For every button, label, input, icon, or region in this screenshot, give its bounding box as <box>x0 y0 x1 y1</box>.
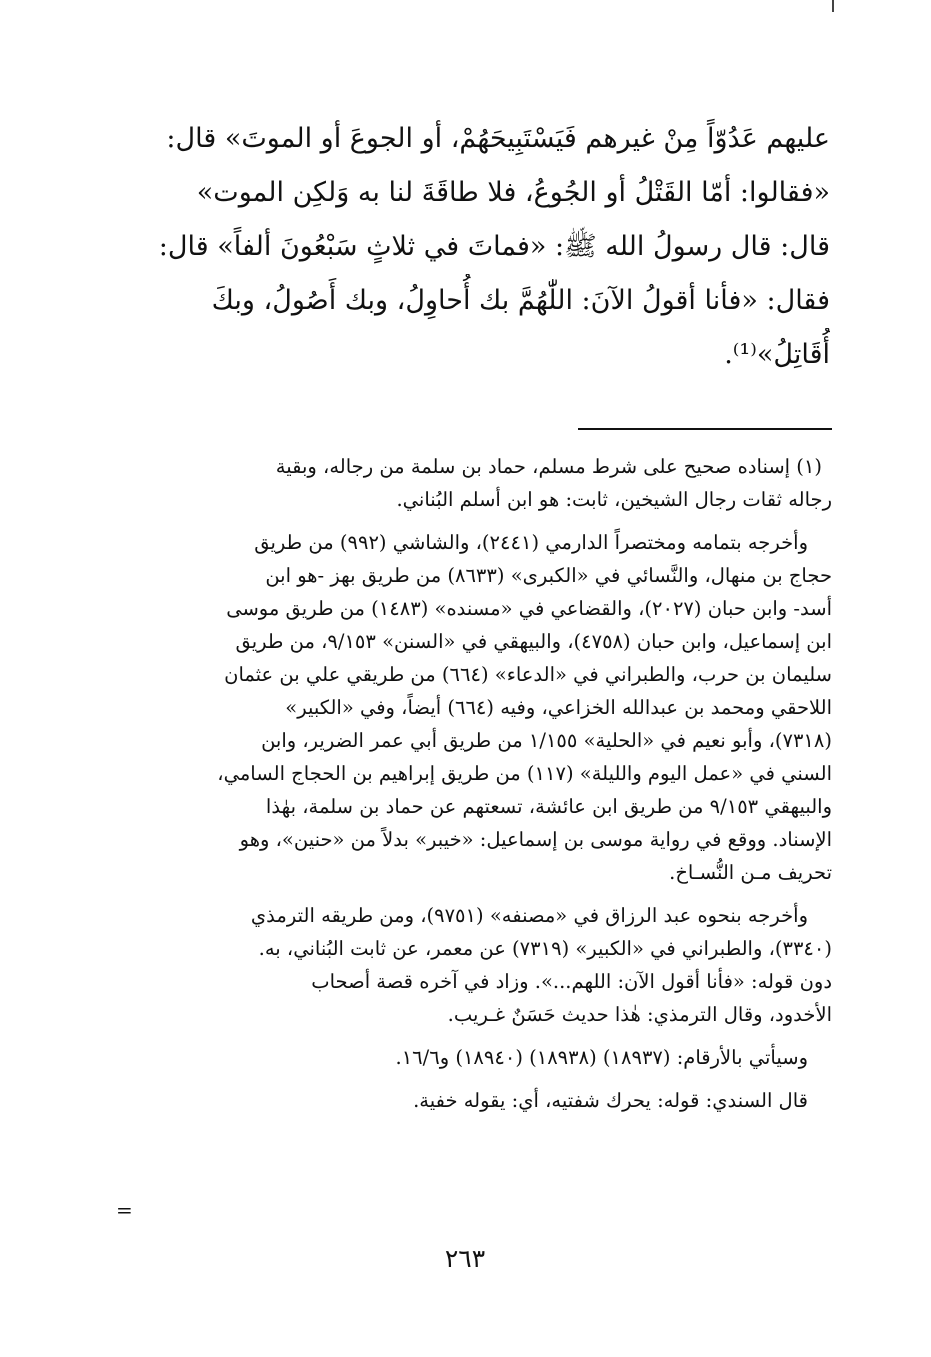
footnote-line: قال السندي: قوله: يحرك شفتيه، أي: يقوله خفية. <box>413 1089 808 1112</box>
footnote-line: (١) إسناده صحيح على شرط مسلم، حماد بن سلمة من رجاله، وبقية <box>275 455 822 478</box>
footnote-line: سليمان بن حرب، والطبراني في «الدعاء» (٦٦٤) من طريقي علي بن عثمان <box>224 663 832 686</box>
footnote-paragraph <box>118 1084 832 1117</box>
main-text-line: عليهم عَدُوّاً مِنْ غيرهم فَيَسْتَبِيحَهُمْ، أو الجوعَ أو الموتَ» قال: <box>166 123 830 154</box>
continuation-mark: = <box>116 1198 133 1222</box>
main-text-line: أُقَاتِلُ»⁽¹⁾. <box>724 339 830 370</box>
main-text-block <box>130 112 830 382</box>
footnote-line: تحريف مـن النُّسـاخ. <box>669 861 832 884</box>
footnote-paragraph <box>118 526 832 889</box>
footnote-line: وأخرجه بنحوه عبد الرزاق في «مصنفه» (٩٧٥١)، ومن طريقه الترمذي <box>250 904 808 927</box>
footnote-line: حجاج بن منهال، والنَّسائي في «الكبرى» (٨٦٣٣) من طريق بهز -هو ابن <box>265 564 832 587</box>
main-text-line: فقال: «فأنا أقولُ الآنَ: اللّٰهُمَّ بك أُحاوِلُ، وبك أَصُولُ، وبكَ <box>211 285 830 316</box>
footnote-line: الإسناد. ووقع في رواية موسى بن إسماعيل: «خيبر» بدلاً من «حنين»، وهو <box>239 828 832 851</box>
footnote-paragraph <box>118 899 832 1031</box>
footnotes-block <box>118 450 832 1127</box>
footnote-paragraph <box>118 450 832 516</box>
page-number: ٢٦٣ <box>444 1244 486 1273</box>
main-text-line: قال: قال رسولُ الله ﷺ: «فماتَ في ثلاثٍ سَبْعُونَ ألفاً» قال: <box>158 231 830 262</box>
footnote-line: دون قوله: «فأنا أقول الآن: اللهم...». وزاد في آخره قصة أصحاب <box>311 970 832 993</box>
footnote-line: ابن إسماعيل، وابن حبان (٤٧٥٨)، والبيهقي في «السنن» ٩/١٥٣، من طريق <box>235 630 832 653</box>
footnote-paragraph <box>118 1041 832 1074</box>
footnote-line: رجاله ثقات رجال الشيخين، ثابت: هو ابن أسلم البُناني. <box>396 488 832 511</box>
scan-mark <box>832 0 834 12</box>
footnote-line: (٣٣٤٠)، والطبراني في «الكبير» (٧٣١٩) عن معمر، عن ثابت البُناني، به. <box>258 937 832 960</box>
footnote-line: والبيهقي ٩/١٥٣ من طريق ابن عائشة، تسعتهم عن حماد بن سلمة، بهٰذا <box>265 795 832 818</box>
footnote-line: (٧٣١٨)، وأبو نعيم في «الحلية» ١/١٥٥ من طريق أبي عمر الضرير، وابن <box>261 729 832 752</box>
footnote-line: أسد- وابن حبان (٢٠٢٧)، والقضاعي في «مسنده» (١٤٨٣) من طريق موسى <box>226 597 832 620</box>
footnote-separator <box>578 428 832 430</box>
footnote-line: وأخرجه بتمامه ومختصراً الدارمي (٢٤٤١)، والشاشي (٩٩٢) من طريق <box>254 531 808 554</box>
footnote-line: السني في «عمل اليوم والليلة» (١١٧) من طريق إبراهيم بن الحجاج السامي، <box>217 762 832 785</box>
footnote-line: وسيأتي بالأرقام: (١٨٩٣٧) (١٨٩٣٨) (١٨٩٤٠) و١٦/٦. <box>395 1046 808 1069</box>
footnote-line: اللاحقي ومحمد بن عبدالله الخزاعي، وفيه (٦٦٤) أيضاً، وفي «الكبير» <box>285 696 832 719</box>
main-text-line: «فقالوا: أمّا القَتْلُ أو الجُوعُ، فلا طاقَةَ لنا به وَلكِن الموت» <box>196 177 830 208</box>
footnote-line: الأخدود، وقال الترمذي: هٰذا حديث حَسَنٌ غـريب. <box>447 1003 832 1026</box>
